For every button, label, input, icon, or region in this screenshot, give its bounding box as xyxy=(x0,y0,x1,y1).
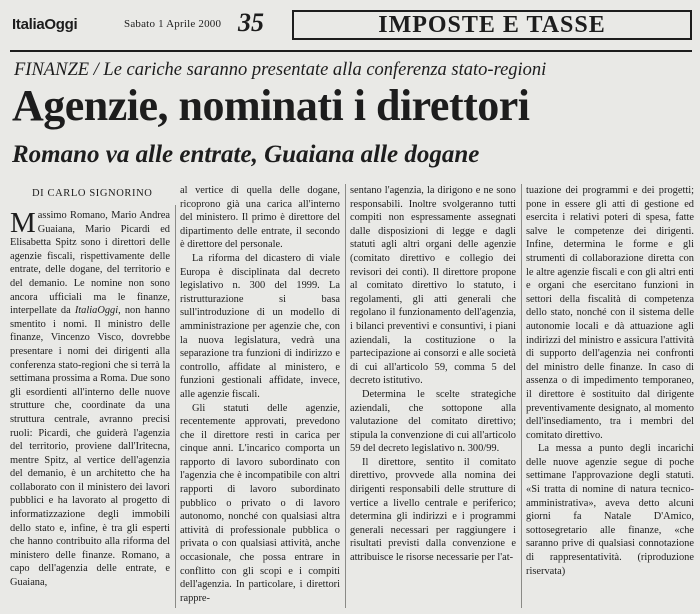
paragraph: Il direttore, sentito il comitato direttivo, provvede alla nomina dei dirigenti responsabili delle strutture di vertice a livello centrale e periferico; determina gli indirizzi e i programmi generali necessari per raggiungere i risultati previsti dalla convenzione e attribuisce le risorse necessarie per l'at- xyxy=(350,456,516,564)
paragraph: Massimo Romano, Mario Andrea Guaiana, Mario Picardi ed Elisabetta Spitz sono i direttori delle agenzie fiscali, rispettivamente delle entrate, delle dogane, del territorio e del demanio. Le nomine non sono ancora ufficiali ma le finanze, interpellate da ItaliaOggi, non hanno smentito i nomi. Il ministro delle finanze, Vincenzo Visco, dovrebbe presentare i nomi dei dirigenti alla conferenza stato-regioni che si terrà la settimana prossima a Roma. Due sono gli esordienti all'interno delle nuove strutture che, coordinate da una struttura centrale, avranno precisi ruoli: Picardi, che guiderà l'agenzia del territorio, proviene dall'Iritecna, mentre Spitz, al vertice dell'agenzia del demanio, è un architetto che ha collaborato con il ministero dei lavori pubblici e ha lavorato al progetto di informatizzazione degli immobili dello stato e, infine, è tra gli esperti che hanno contribuito alla riforma del ministero delle finanze. Romano, a capo dell'agenzia delle entrate, e Guaiana, xyxy=(10,209,170,589)
article-kicker: FINANZE / Le cariche saranno presentate alla conferenza stato-regioni xyxy=(14,60,547,80)
newspaper-brand: ItaliaOggi xyxy=(12,16,78,33)
article-byline: DI CARLO SIGNORINO xyxy=(32,188,153,199)
article-subhead: Romano va alle entrate, Guaiana alle dogane xyxy=(12,141,480,168)
page-number: 35 xyxy=(238,8,264,37)
drop-cap: M xyxy=(10,209,36,239)
publication-name: ItaliaOggi xyxy=(74,305,119,317)
masthead-rule xyxy=(10,50,692,52)
column-divider xyxy=(175,205,176,608)
issue-date: Sabato 1 Aprile 2000 xyxy=(124,18,222,30)
paragraph: tuazione dei programmi e dei progetti; pone in essere gli atti di gestione ed esercita i relativi poteri di spesa, fatte salve le competenze dei dirigenti. Infine, determina le forme e gli strumenti di collaborazione diretta con le altre agenzie fiscali e con gli altri enti e organi che esercitano funzioni in settori della fiscalità di competenza dello stato, nonché con il sistema delle autonomie locali e dà attuazione agli indirizzi del ministro e assicura l'attività di supporto dell'agenzia nei confronti del ministro delle finanze. In caso di assenza o di impedimento temporaneo, il direttore è sostituito dal dirigente preventivamente designato, al momento dell'insediamento, tra i membri del comitato direttivo. xyxy=(526,185,694,441)
section-title: IMPOSTE E TASSE xyxy=(292,10,692,40)
article-column-1 xyxy=(10,209,170,608)
paragraph: La messa a punto degli incarichi delle nuove agenzie segue di poche settimane l'approvazione degli statuti. «Si tratta di nomine di natura tecnico-amministrativa», aveva detto alcuni giorni fa Natale D'Amico, sottosegretario alle finanze, «che saranno prive di qualsiasi connotazione di rappresentatività. (riproduzione riservata) xyxy=(526,443,694,577)
paragraph: La riforma del dicastero di viale Europa è disciplinata dal decreto legislativo n. 300 del 1999. La ristrutturazione si basa sull'introduzione di un modello di amministrazione per agenzie che, con la nuova legislatura, vedrà una separazione tra funzioni di indirizzo e controllo, affidate al ministero, e funzioni gestionali affidate, invece, alle agenzie fiscali. xyxy=(180,252,340,400)
article-column-4 xyxy=(526,184,694,608)
masthead xyxy=(6,6,694,42)
column-divider xyxy=(521,184,522,608)
column-divider xyxy=(345,184,346,608)
paragraph: Gli statuti delle agenzie, recentemente approvati, prevedono che il direttore resti in carica per cinque anni. L'incarico comporta un rapporto di lavoro subordinato con l'agenzia che è incompatibile con altri rapporti di lavoro subordinato pubblico o privato o di lavoro autonomo, nonché con qualsiasi altra attività di professionale pubblica o privata o con qualsiasi attività, anche occasionale, che possa entrare in conflitto con gli scopi e i compiti dell'agenzia. In particolare, i direttori rappre- xyxy=(180,402,340,604)
paragraph: al vertice di quella delle dogane, ricoprono già una carica all'interno del ministero. Il primo è direttore del dipartimento delle entrate, il secondo è direttore del personale. xyxy=(180,185,340,251)
article-column-3 xyxy=(350,184,516,608)
article-headline: Agenzie, nominati i direttori xyxy=(12,81,530,130)
paragraph: Determina le scelte strategiche aziendali, che sottopone alla valutazione del comitato direttivo; stipula la convenzione di cui all'articolo 59 del decreto legislativo n. 300/99. xyxy=(350,388,516,455)
article-column-2 xyxy=(180,184,340,608)
paragraph: sentano l'agenzia, la dirigono e ne sono responsabili. Inoltre svolgeranno tutti compiti non espressamente assegnati dalle disposizioni di legge e dagli statuti agli altri organi delle agenzie (comitato direttivo e collegio dei revisori dei conti). Il direttore propone al comitato direttivo lo statuto, i regolamenti, gli atti generali che regolano il funzionamento dell'agenzia, i bilanci preventivi e consuntivi, i piani aziendali, la costituzione o la partecipazione ai consorzi e alle società di cui all'articolo 59, comma 5 del decreto istitutivo. xyxy=(350,185,516,387)
